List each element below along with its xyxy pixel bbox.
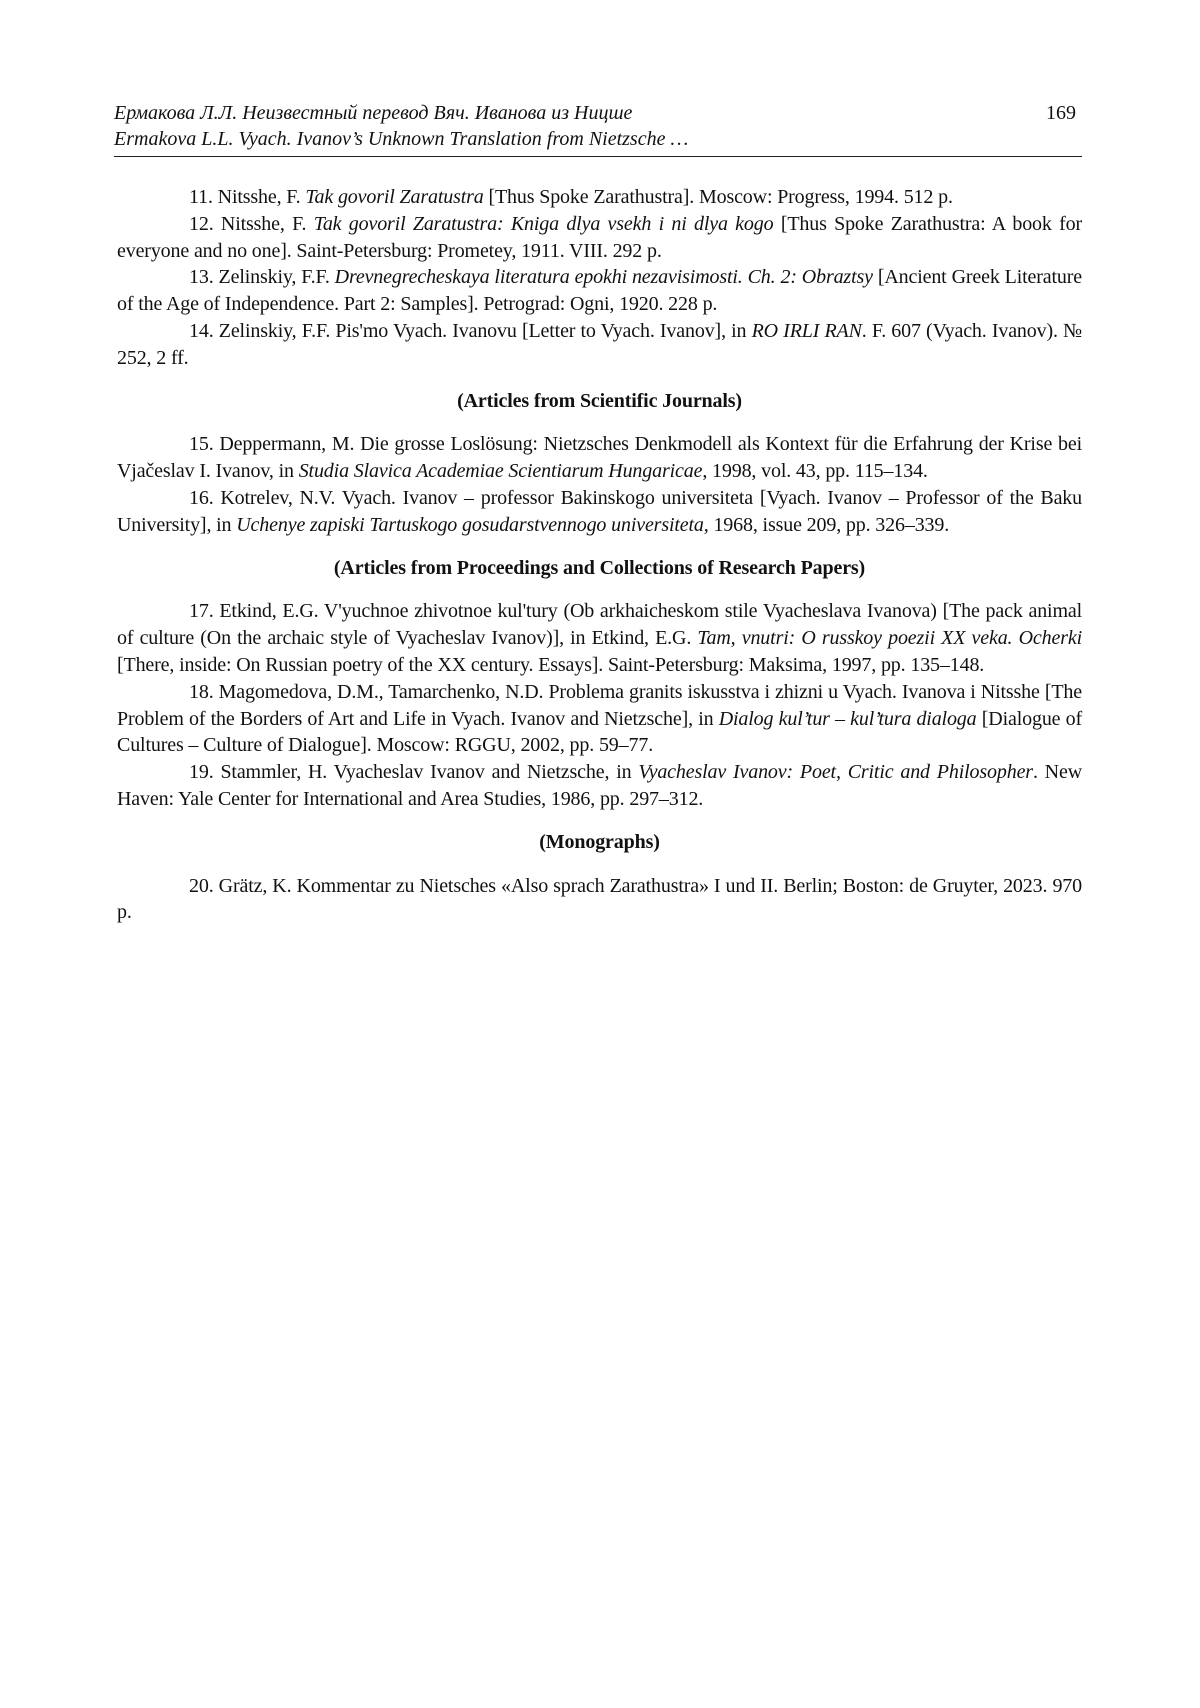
references-list	[117, 184, 1082, 926]
running-head-english: Ermakova L.L. Vyach. Ivanov’s Unknown Translation from Nietzsche …	[114, 128, 689, 150]
references-section-journals	[117, 388, 1082, 539]
reference-item: 14. Zelinskiy, F.F. Pis'mo Vyach. Ivanovu [Letter to Vyach. Ivanov], in RO IRLI RAN. F. 607 (Vyach. Ivanov). № 252, 2 ff.	[117, 319, 1082, 369]
page-header	[114, 100, 1082, 157]
section-title-journals: (Articles from Scientific Journals)	[457, 389, 742, 412]
reference-item: 18. Magomedova, D.M., Tamarchenko, N.D. Problema granits iskusstva i zhizni u Vyach. Ivanova i Nitsshe [The Problem of the Borders of Art and Life in Vyach. Ivanov and Nietzsche], in Dialog kul’tur – kul’tura dialoga [Dialogue of Cultures – Culture of Dialogue]. Moscow: RGGU, 2002, pp. 59–77.	[117, 680, 1083, 757]
references-section-monographs	[117, 829, 1082, 926]
reference-item: 19. Stammler, H. Vyacheslav Ivanov and Nietzsche, in Vyacheslav Ivanov: Poet, Critic and Philosopher. New Haven: Yale Center for International and Area Studies, 1986, pp. 297–312.	[117, 761, 1082, 810]
reference-item: 15. Deppermann, M. Die grosse Loslösung: Nietzsches Denkmodell als Kontext für die Erfahrung der Krise bei Vjačeslav I. Ivanov, in Studia Slavica Academiae Scientiarum Hungaricae, 1998, vol. 43, pp. 115–134.	[117, 433, 1082, 483]
running-head-russian: Ермакова Л.Л. Неизвестный перевод Вяч. Иванова из Ницше	[114, 102, 633, 124]
reference-item: 20. Grätz, K. Kommentar zu Nietsches «Also sprach Zarathustra» I und II. Berlin; Boston: de Gruyter, 2023. 970 p.	[117, 874, 1082, 924]
references-section-archival	[117, 184, 1082, 372]
reference-item: 17. Etkind, E.G. V'yuchnoe zhivotnoe kul'tury (Ob arkhaicheskom stile Vyacheslava Ivanova) [The pack animal of culture (On the archaic style of Vyacheslav Ivanov)], in Etkind, E.G. Tam, vnutri: O russkoy poezii XX veka. Ocherki [There, inside: On Russian poetry of the XX century. Essays]. Saint-Petersburg: Maksima, 1997, pp. 135–148.	[117, 600, 1082, 676]
references-section-proceedings	[117, 555, 1082, 813]
reference-item: 16. Kotrelev, N.V. Vyach. Ivanov – professor Bakinskogo universiteta [Vyach. Ivanov – Professor of the Baku University], in Uchenye zapiski Tartuskogo gosudarstvennogo universiteta, 1968, issue 209, pp. 326–339.	[117, 486, 1082, 536]
reference-item: 12. Nitsshe, F. Tak govoril Zaratustra: Kniga dlya vsekh i ni dlya kogo [Thus Spoke Zarathustra: A book for everyone and no one]. Saint-Petersburg: Prometey, 1911. VIII. 292 p.	[117, 212, 1082, 262]
section-title-monographs: (Monographs)	[539, 830, 660, 853]
page-number: 169	[1046, 102, 1076, 124]
reference-item: 13. Zelinskiy, F.F. Drevnegrecheskaya literatura epokhi nezavisimosti. Ch. 2: Obraztsy [Ancient Greek Literature of the Age of Independence. Part 2: Samples]. Petrograd: Ogni, 1920. 228 p.	[117, 266, 1082, 316]
reference-item: 11. Nitsshe, F. Tak govoril Zaratustra [Thus Spoke Zarathustra]. Moscow: Progress, 1994. 512 p.	[189, 186, 953, 208]
section-title-proceedings: (Articles from Proceedings and Collections of Research Papers)	[333, 556, 866, 579]
